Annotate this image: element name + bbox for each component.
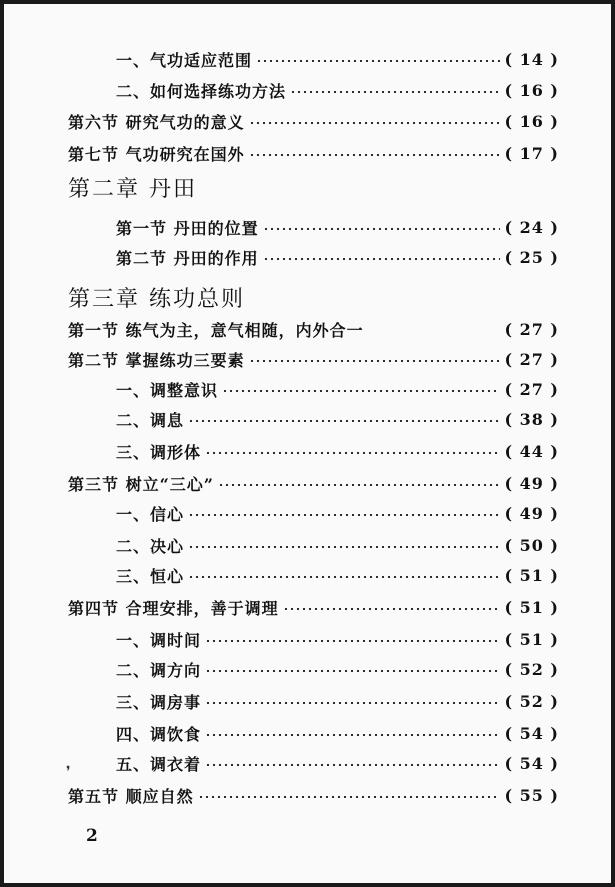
toc-entry [68,470,559,496]
toc-entry-label: 第六节 研究气功的意义 [68,112,245,132]
toc-entry [68,108,559,134]
dot-leader [188,420,500,422]
toc-entry-label: 一、气功适应范围 [116,50,253,70]
toc-entry [116,438,559,464]
toc-entry-page: ( 38 ) [504,409,559,429]
dot-leader [368,330,501,332]
dot-leader [188,546,500,548]
toc-entry-label: 第四节 合理安排，善于调理 [68,598,279,618]
toc-entry-label: 第二节 丹田的作用 [116,248,259,268]
toc-entry [116,244,559,270]
toc-entry-page: ( 51 ) [504,565,559,585]
toc-entry [116,562,559,588]
toc-entry [116,77,559,103]
toc-entry [116,688,559,714]
toc-entry-page: ( 54 ) [504,723,559,743]
toc-entry-label: 第一节 练气为主，意气相随，内外合一 [68,320,364,340]
dot-leader [283,608,501,610]
toc-entry-label: 第二节 掌握练功三要素 [68,350,245,370]
toc-entry-label: 一、信心 [116,504,185,524]
toc-entry-page: ( 16 ) [504,111,559,131]
dot-leader [222,390,500,392]
toc-entry-label: 一、调整意识 [116,380,219,400]
book-page [4,4,611,883]
toc-entry-page: ( 14 ) [504,49,559,69]
toc-entry-page: ( 27 ) [504,349,559,369]
toc-entry [116,376,559,402]
toc-entry [116,500,559,526]
toc-chapter-heading [68,284,559,310]
toc-entry-label: 二、调息 [116,410,185,430]
toc-entry-label: 二、决心 [116,536,185,556]
dot-leader [188,576,500,578]
dot-leader [249,122,501,124]
toc-entry-page: ( 52 ) [504,659,559,679]
toc-entry-page: ( 44 ) [504,441,559,461]
toc-entry [116,532,559,558]
toc-entry-label: 第三章 练功总则 [68,286,245,312]
toc-entry [68,594,559,620]
toc-entry-page: ( 49 ) [504,503,559,523]
toc-entry-page: ( 51 ) [504,629,559,649]
toc-entry-page: ( 51 ) [504,597,559,617]
toc-entry [68,316,559,342]
toc-entry [68,346,559,372]
dot-leader [290,91,500,93]
dot-leader [205,670,500,672]
dot-leader [263,258,501,260]
toc-entry [68,782,559,808]
dot-leader [205,702,500,704]
dot-leader [198,796,501,798]
toc-entry [116,214,559,240]
toc-entry-label: 四、调饮食 [116,724,202,744]
edge-mark: ❜ [66,764,71,780]
toc-entry-label: 第五节 顺应自然 [68,786,194,806]
dot-leader [218,484,500,486]
toc-entry [116,656,559,682]
toc-entry [68,140,559,166]
toc-chapter-heading [68,174,559,200]
toc-entry-page: ( 17 ) [504,143,559,163]
toc-entry-label: 三、调房事 [116,692,202,712]
toc-entry-label: 第三节 树立“三心” [68,474,214,494]
toc-entry-page: ( 27 ) [504,379,559,399]
toc-entry-page: ( 24 ) [504,217,559,237]
toc-entry-page: ( 49 ) [504,473,559,493]
toc-entry-page: ( 55 ) [504,785,559,805]
toc-entry-label: 三、恒心 [116,566,185,586]
toc-entry-page: ( 50 ) [504,535,559,555]
dot-leader [256,60,500,62]
toc-entry [116,406,559,432]
dot-leader [249,360,501,362]
toc-entry-label: 第二章 丹田 [68,176,197,202]
toc-entry-page: ( 25 ) [504,247,559,267]
toc-entry [116,626,559,652]
dot-leader [205,640,500,642]
dot-leader [205,764,500,766]
toc-entry [116,750,559,776]
dot-leader [188,514,500,516]
toc-entry-label: 二、如何选择练功方法 [116,81,287,101]
dot-leader [263,228,501,230]
toc-entry [116,46,559,72]
toc-entry-label: 一、调时间 [116,630,202,650]
toc-entry-label: 第七节 气功研究在国外 [68,144,245,164]
dot-leader [205,734,500,736]
toc-entry-page: ( 16 ) [504,80,559,100]
toc-entry-page: ( 54 ) [504,753,559,773]
dot-leader [205,452,500,454]
page-number: 2 [86,826,98,846]
toc-entry-label: 三、调形体 [116,442,202,462]
toc-entry [116,720,559,746]
toc-entry-label: 第一节 丹田的位置 [116,218,259,238]
toc-entry-page: ( 27 ) [504,319,559,339]
toc-entry-label: 二、调方向 [116,660,202,680]
toc-entry-page: ( 52 ) [504,691,559,711]
dot-leader [249,154,501,156]
toc-entry-label: 五、调衣着 [116,754,202,774]
